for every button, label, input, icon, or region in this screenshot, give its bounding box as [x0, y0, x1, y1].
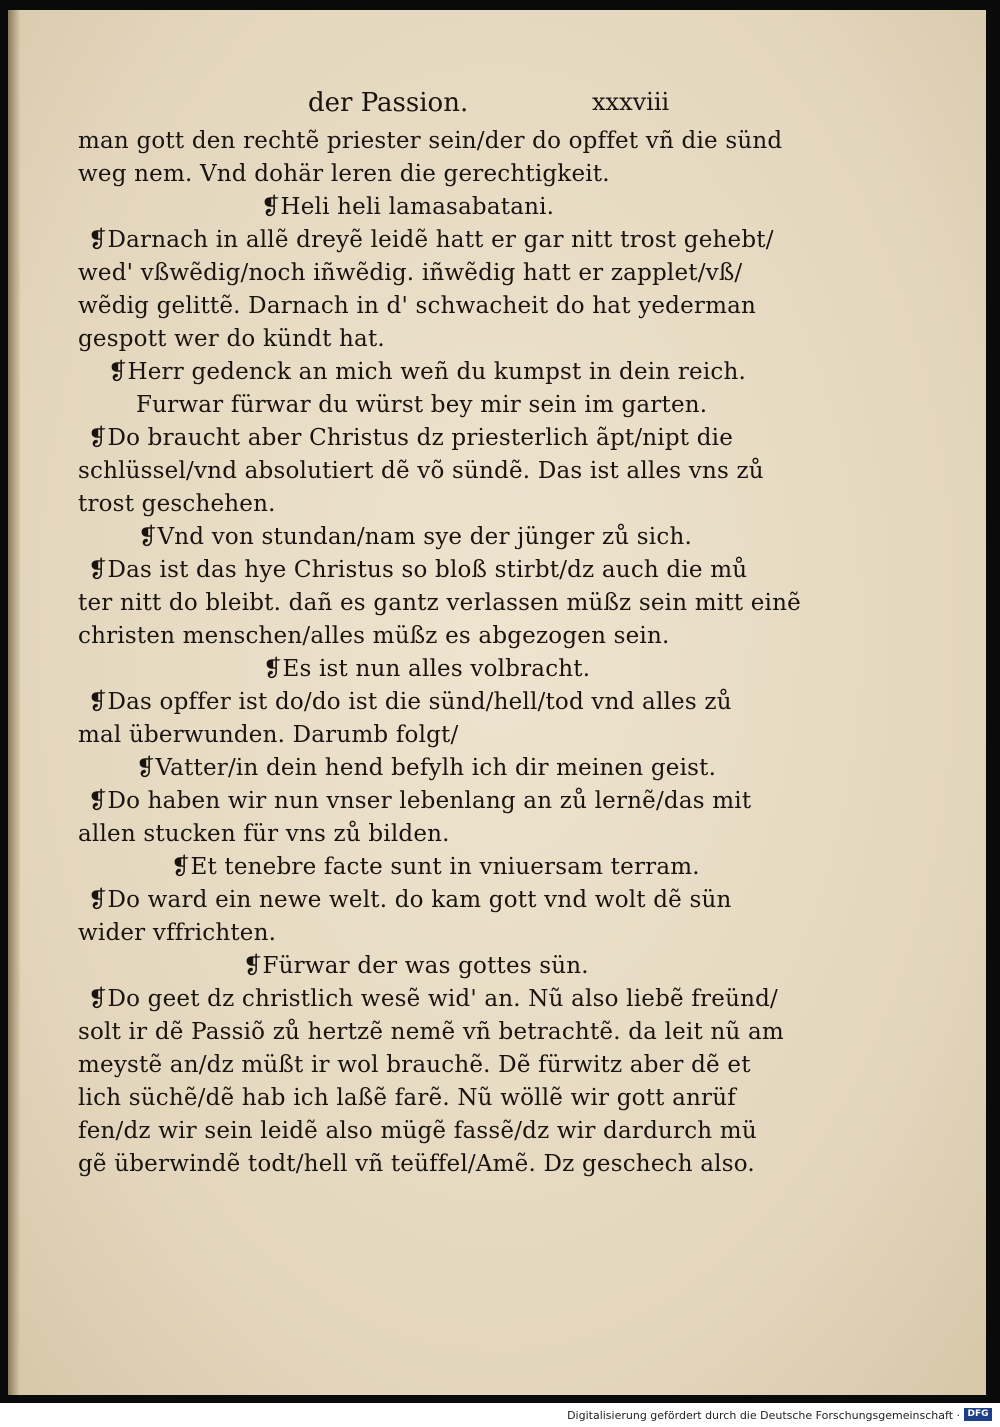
text-line: ❡Do ward ein newe welt. do kam gott vnd wolt dẽ sün	[88, 887, 732, 913]
dfg-logo: DFG	[964, 1408, 992, 1421]
text-line: solt ir dẽ Passiõ zů hertzẽ nemẽ vñ betrachtẽ. da leit nũ am	[78, 1019, 784, 1045]
running-title: der Passion.	[308, 88, 469, 118]
text-line: ❡Das ist das hye Christus so bloß stirbt/dz auch die mů	[88, 557, 748, 583]
text-line: mal überwunden. Darumb folgt/	[78, 722, 459, 748]
text-line: ❡Vatter/in dein hend befylh ich dir meinen geist.	[136, 755, 717, 781]
book-page	[8, 10, 986, 1395]
text-line: lich süchẽ/dẽ hab ich laßẽ farẽ. Nũ wöllẽ wir gott anrüf	[78, 1085, 736, 1111]
text-line: man gott den rechtẽ priester sein/der do opffet vñ die sünd	[78, 128, 783, 154]
footer-bar	[0, 1403, 1000, 1427]
text-line: Furwar fürwar du würst bey mir sein im garten.	[136, 392, 708, 418]
text-line: ❡Es ist nun alles volbracht.	[263, 656, 591, 682]
text-line: wẽdig gelittẽ. Darnach in d' schwacheit do hat yederman	[78, 293, 757, 319]
text-line: trost geschehen.	[78, 491, 276, 517]
text-line: wider vffrichten.	[78, 920, 277, 946]
text-line: ter nitt do bleibt. dañ es gantz verlassen müßz sein mitt einẽ	[78, 590, 801, 616]
text-line: gẽ überwindẽ todt/hell vñ teüffel/Amẽ. Dz geschech also.	[78, 1151, 755, 1177]
text-line: ❡Do haben wir nun vnser lebenlang an zů lernẽ/das mit	[88, 788, 752, 814]
text-line: ❡Et tenebre facte sunt in vniuersam terram.	[171, 854, 700, 880]
text-line: wed' vßwẽdig/noch iñwẽdig. iñwẽdig hatt er zapplet/vß/	[78, 260, 743, 286]
text-line: gespott wer do kündt hat.	[78, 326, 385, 352]
text-line: ❡Herr gedenck an mich weñ du kumpst in dein reich.	[108, 359, 747, 385]
funding-notice: Digitalisierung gefördert durch die Deutsche Forschungsgemeinschaft ·	[567, 1409, 960, 1422]
text-line: christen menschen/alles müßz es abgezogen sein.	[78, 623, 670, 649]
text-line: schlüssel/vnd absolutiert dẽ võ sündẽ. Das ist alles vns zů	[78, 458, 764, 484]
text-line: ❡Darnach in allẽ dreyẽ leidẽ hatt er gar nitt trost gehebt/	[88, 227, 774, 253]
text-line: meystẽ an/dz müßt ir wol brauchẽ. Dẽ fürwitz aber dẽ et	[78, 1052, 751, 1078]
folio-number: xxxviii	[592, 88, 670, 116]
text-line: fen/dz wir sein leidẽ also mügẽ fassẽ/dz wir dardurch mü	[78, 1118, 757, 1144]
text-line: ❡Do geet dz christlich wesẽ wid' an. Nũ also liebẽ freünd/	[88, 986, 778, 1012]
text-line: allen stucken für vns zů bilden.	[78, 821, 450, 847]
text-line: ❡Do braucht aber Christus dz priesterlich ãpt/nipt die	[88, 425, 734, 451]
text-line: ❡Vnd von stundan/nam sye der jünger zů sich.	[138, 524, 692, 550]
text-line: ❡Heli heli lamasabatani.	[261, 194, 555, 220]
text-line: ❡Fürwar der was gottes sün.	[243, 953, 589, 979]
text-line: ❡Das opffer ist do/do ist die sünd/hell/tod vnd alles zů	[88, 689, 732, 715]
page-gutter	[8, 10, 20, 1395]
text-line: weg nem. Vnd dohär leren die gerechtigkeit.	[78, 161, 610, 187]
